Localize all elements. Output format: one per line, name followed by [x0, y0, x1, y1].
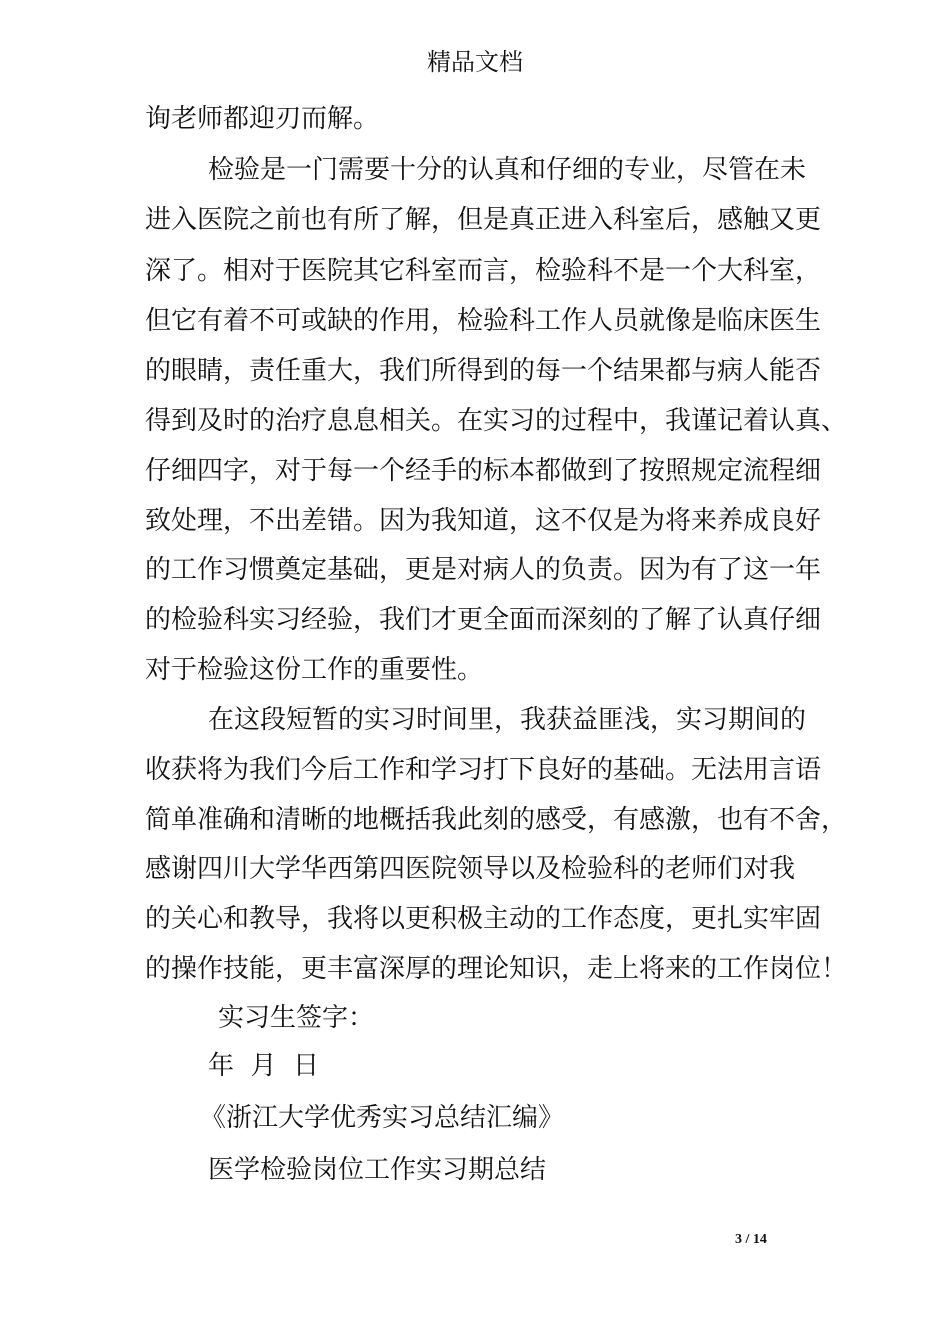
date-line: 年 月 日	[208, 1051, 320, 1081]
paragraph-line: 收获将为我们今后工作和学习打下良好的基础。无法用言语	[145, 755, 822, 785]
paragraph-line: 但它有着不可或缺的作用，检验科工作人员就像是临床医生	[145, 306, 822, 336]
paragraph-line: 得到及时的治疗息息相关。在实习的过程中，我谨记着认真、	[145, 406, 848, 436]
paragraph-line: 感谢四川大学华西第四医院领导以及检验科的老师们对我	[145, 854, 796, 884]
paragraph-line: 的关心和教导，我将以更积极主动的工作态度，更扎实牢固	[145, 904, 822, 934]
paragraph-line: 检验是一门需要十分的认真和仔细的专业，尽管在未	[208, 155, 807, 185]
signature-label: 实习生签字：	[218, 1003, 375, 1033]
paragraph-line: 的工作习惯奠定基础，更是对病人的负责。因为有了这一年	[145, 555, 822, 585]
page-header-title: 精品文档	[427, 48, 523, 76]
paragraph-line: 的检验科实习经验，我们才更全面而深刻的了解了认真仔细	[145, 605, 822, 635]
next-section-title: 医学检验岗位工作实习期总结	[208, 1155, 547, 1185]
paragraph-line: 的操作技能，更丰富深厚的理论知识，走上将来的工作岗位！	[145, 954, 848, 984]
paragraph-line: 深了。相对于医院其它科室而言，检验科不是一个大科室，	[145, 256, 822, 286]
paragraph-line: 对于检验这份工作的重要性。	[145, 655, 484, 685]
paragraph-line: 询老师都迎刃而解。	[145, 104, 380, 134]
paragraph-line: 进入医院之前也有所了解，但是真正进入科室后，感触又更	[145, 205, 822, 235]
paragraph-line: 简单准确和清晰的地概括我此刻的感受，有感激，也有不舍，	[145, 805, 848, 835]
paragraph-line: 仔细四字，对于每一个经手的标本都做到了按照规定流程细	[145, 456, 822, 486]
collection-title: 《浙江大学优秀实习总结汇编》	[200, 1103, 565, 1133]
paragraph-line: 致处理，不出差错。因为我知道，这不仅是为将来养成良好	[145, 506, 822, 536]
paragraph-line: 在这段短暂的实习时间里，我获益匪浅，实习期间的	[208, 705, 807, 735]
paragraph-line: 的眼睛，责任重大，我们所得到的每一个结果都与病人能否	[145, 356, 822, 386]
page-number: 3 / 14	[735, 1232, 767, 1247]
